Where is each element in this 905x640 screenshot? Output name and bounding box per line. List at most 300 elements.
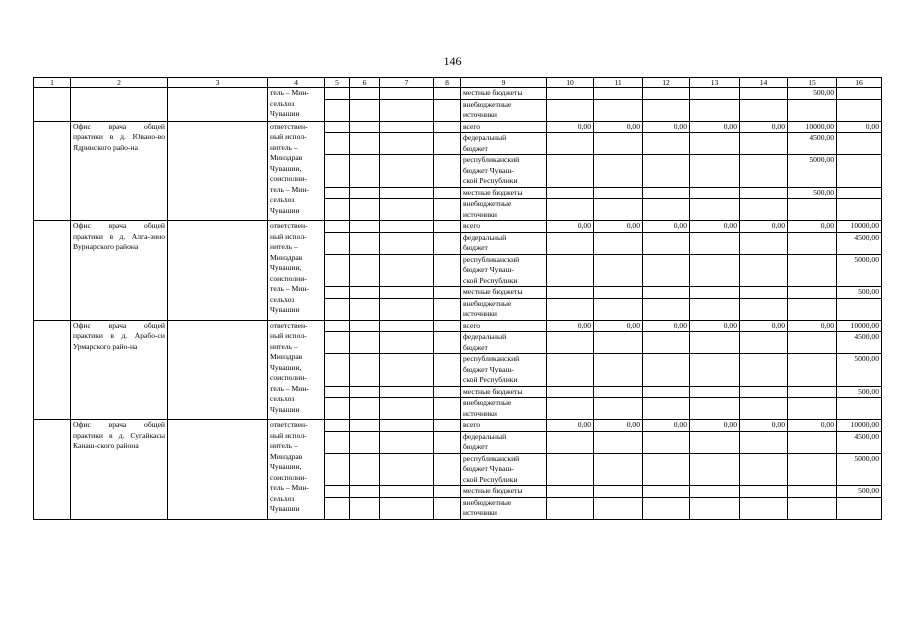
funding-source: республиканский бюджет Чуваш- ской Республики [461, 155, 547, 188]
col-7-cell [380, 320, 434, 332]
amount-c15 [788, 354, 837, 387]
object-name: Офис врача общей практики в д. Алга-зино Вурнарского района [71, 221, 168, 321]
table-row [34, 320, 882, 332]
amount-c11 [594, 486, 643, 498]
object-name [71, 88, 168, 122]
col-8-cell [434, 332, 461, 354]
amount-c14 [740, 298, 788, 320]
col-5-cell [325, 199, 350, 221]
amount-c13 [690, 386, 740, 398]
amount-c16 [837, 298, 882, 320]
amount-c15 [788, 486, 837, 498]
col-8-cell [434, 486, 461, 498]
program-table [33, 77, 882, 520]
column-number-10: 10 [547, 78, 594, 88]
col-8-cell [434, 88, 461, 100]
col-7-cell [380, 497, 434, 519]
col-8-cell [434, 155, 461, 188]
amount-c10: 0,00 [547, 221, 594, 233]
amount-c14 [740, 155, 788, 188]
col-3-cell [168, 121, 268, 221]
amount-c10 [547, 354, 594, 387]
table-row [34, 420, 882, 432]
amount-c12 [643, 88, 690, 100]
amount-c13 [690, 332, 740, 354]
col-8-cell [434, 287, 461, 299]
amount-c11: 0,00 [594, 320, 643, 332]
row-number [34, 420, 71, 520]
amount-c10 [547, 332, 594, 354]
funding-source: местные бюджеты [461, 88, 547, 100]
col-5-cell [325, 121, 350, 133]
funding-source: всего [461, 121, 547, 133]
amount-c13 [690, 88, 740, 100]
amount-c16: 500,00 [837, 287, 882, 299]
col-6-cell [350, 287, 380, 299]
col-6-cell [350, 187, 380, 199]
col-8-cell [434, 187, 461, 199]
col-6-cell [350, 320, 380, 332]
responsible-executor: ответствен- ный испол- нитель – Минздрав Чувашии, соисполни- тель – Мин- сельхоз Чувашии [268, 121, 325, 221]
col-6-cell [350, 133, 380, 155]
col-5-cell [325, 155, 350, 188]
amount-c10 [547, 88, 594, 100]
col-6-cell [350, 155, 380, 188]
amount-c11 [594, 332, 643, 354]
funding-source: местные бюджеты [461, 187, 547, 199]
column-number-1: 1 [34, 78, 71, 88]
col-5-cell [325, 99, 350, 121]
col-6-cell [350, 453, 380, 486]
amount-c16: 4500,00 [837, 431, 882, 453]
amount-c16: 5000,00 [837, 254, 882, 287]
amount-c15 [788, 287, 837, 299]
amount-c14 [740, 187, 788, 199]
col-7-cell [380, 187, 434, 199]
amount-c16: 5000,00 [837, 354, 882, 387]
funding-source: всего [461, 221, 547, 233]
amount-c10 [547, 199, 594, 221]
col-8-cell [434, 232, 461, 254]
col-8-cell [434, 386, 461, 398]
amount-c12 [643, 232, 690, 254]
amount-c15: 500,00 [788, 88, 837, 100]
col-5-cell [325, 420, 350, 432]
amount-c12 [643, 99, 690, 121]
funding-source: внебюджетные источники [461, 99, 547, 121]
amount-c12: 0,00 [643, 221, 690, 233]
amount-c15 [788, 332, 837, 354]
amount-c13 [690, 398, 740, 420]
responsible-executor: ответствен- ный испол- нитель – Минздрав Чувашии, соисполни- тель – Мин- сельхоз Чувашии [268, 420, 325, 520]
col-5-cell [325, 287, 350, 299]
col-8-cell [434, 354, 461, 387]
amount-c12 [643, 254, 690, 287]
col-6-cell [350, 298, 380, 320]
amount-c13 [690, 287, 740, 299]
col-5-cell [325, 298, 350, 320]
col-7-cell [380, 254, 434, 287]
col-7-cell [380, 386, 434, 398]
amount-c15: 0,00 [788, 221, 837, 233]
row-number [34, 121, 71, 221]
col-7-cell [380, 486, 434, 498]
col-6-cell [350, 420, 380, 432]
col-5-cell [325, 386, 350, 398]
amount-c15: 10000,00 [788, 121, 837, 133]
amount-c13 [690, 99, 740, 121]
object-name: Офис врача общей практики в д. Ювано-во Ядринского райо-на [71, 121, 168, 221]
amount-c16 [837, 398, 882, 420]
amount-c14: 0,00 [740, 221, 788, 233]
col-3-cell [168, 221, 268, 321]
amount-c14 [740, 486, 788, 498]
column-number-2: 2 [71, 78, 168, 88]
column-number-16: 16 [837, 78, 882, 88]
amount-c13 [690, 354, 740, 387]
amount-c12: 0,00 [643, 420, 690, 432]
amount-c13 [690, 453, 740, 486]
amount-c13 [690, 199, 740, 221]
amount-c12 [643, 486, 690, 498]
amount-c11 [594, 431, 643, 453]
amount-c13 [690, 187, 740, 199]
amount-c11 [594, 287, 643, 299]
funding-source: республиканский бюджет Чуваш- ской Республики [461, 254, 547, 287]
col-8-cell [434, 298, 461, 320]
amount-c10 [547, 254, 594, 287]
amount-c15: 5000,00 [788, 155, 837, 188]
amount-c10 [547, 431, 594, 453]
amount-c13 [690, 431, 740, 453]
amount-c14: 0,00 [740, 320, 788, 332]
col-3-cell [168, 88, 268, 122]
funding-source: федеральный бюджет [461, 232, 547, 254]
column-number-6: 6 [350, 78, 380, 88]
col-5-cell [325, 486, 350, 498]
amount-c14: 0,00 [740, 420, 788, 432]
amount-c16: 500,00 [837, 386, 882, 398]
funding-source: всего [461, 320, 547, 332]
amount-c11 [594, 497, 643, 519]
funding-source: внебюджетные источники [461, 497, 547, 519]
amount-c15 [788, 453, 837, 486]
responsible-executor: ответствен- ный испол- нитель – Минздрав Чувашии, соисполни- тель – Мин- сельхоз Чувашии [268, 221, 325, 321]
amount-c10 [547, 497, 594, 519]
col-7-cell [380, 121, 434, 133]
amount-c16 [837, 199, 882, 221]
amount-c16: 4500,00 [837, 232, 882, 254]
row-number [34, 88, 71, 122]
column-number-12: 12 [643, 78, 690, 88]
col-7-cell [380, 431, 434, 453]
col-6-cell [350, 332, 380, 354]
amount-c13 [690, 133, 740, 155]
amount-c14: 0,00 [740, 121, 788, 133]
col-8-cell [434, 221, 461, 233]
table-row [34, 221, 882, 233]
amount-c16 [837, 99, 882, 121]
amount-c11 [594, 99, 643, 121]
amount-c16: 500,00 [837, 486, 882, 498]
amount-c14 [740, 199, 788, 221]
amount-c10 [547, 486, 594, 498]
funding-source: федеральный бюджет [461, 133, 547, 155]
table-row [34, 88, 882, 100]
amount-c10 [547, 133, 594, 155]
col-7-cell [380, 420, 434, 432]
column-number-11: 11 [594, 78, 643, 88]
amount-c11 [594, 453, 643, 486]
amount-c11 [594, 398, 643, 420]
amount-c13: 0,00 [690, 420, 740, 432]
col-5-cell [325, 354, 350, 387]
amount-c10: 0,00 [547, 121, 594, 133]
amount-c10: 0,00 [547, 420, 594, 432]
amount-c15 [788, 254, 837, 287]
amount-c11 [594, 199, 643, 221]
amount-c13 [690, 497, 740, 519]
amount-c13: 0,00 [690, 121, 740, 133]
amount-c15 [788, 199, 837, 221]
amount-c14 [740, 386, 788, 398]
col-6-cell [350, 497, 380, 519]
amount-c10 [547, 155, 594, 188]
col-5-cell [325, 431, 350, 453]
col-8-cell [434, 420, 461, 432]
col-6-cell [350, 431, 380, 453]
amount-c10 [547, 287, 594, 299]
column-number-15: 15 [788, 78, 837, 88]
amount-c15 [788, 398, 837, 420]
col-8-cell [434, 133, 461, 155]
amount-c16: 4500,00 [837, 332, 882, 354]
col-6-cell [350, 354, 380, 387]
amount-c13 [690, 155, 740, 188]
col-6-cell [350, 121, 380, 133]
column-number-14: 14 [740, 78, 788, 88]
col-8-cell [434, 398, 461, 420]
amount-c12 [643, 133, 690, 155]
amount-c11 [594, 254, 643, 287]
amount-c15 [788, 431, 837, 453]
col-7-cell [380, 133, 434, 155]
col-6-cell [350, 199, 380, 221]
amount-c10 [547, 453, 594, 486]
col-5-cell [325, 88, 350, 100]
col-7-cell [380, 155, 434, 188]
col-7-cell [380, 99, 434, 121]
col-6-cell [350, 254, 380, 287]
col-8-cell [434, 431, 461, 453]
amount-c15: 0,00 [788, 420, 837, 432]
amount-c11 [594, 232, 643, 254]
amount-c13: 0,00 [690, 221, 740, 233]
col-8-cell [434, 254, 461, 287]
col-6-cell [350, 221, 380, 233]
amount-c14 [740, 431, 788, 453]
amount-c12 [643, 398, 690, 420]
funding-source: федеральный бюджет [461, 431, 547, 453]
col-8-cell [434, 99, 461, 121]
col-7-cell [380, 287, 434, 299]
amount-c15 [788, 232, 837, 254]
col-6-cell [350, 386, 380, 398]
column-number-8: 8 [434, 78, 461, 88]
amount-c15 [788, 497, 837, 519]
amount-c13 [690, 486, 740, 498]
column-number-3: 3 [168, 78, 268, 88]
col-5-cell [325, 221, 350, 233]
amount-c11 [594, 298, 643, 320]
amount-c10 [547, 99, 594, 121]
column-number-13: 13 [690, 78, 740, 88]
amount-c12 [643, 187, 690, 199]
column-number-9: 9 [461, 78, 547, 88]
object-name: Офис врача общей практики в д. Сугайкасы Канаш-ского района [71, 420, 168, 520]
object-name: Офис врача общей практики в д. Арабо-си Урмарского райо-на [71, 320, 168, 420]
amount-c14 [740, 254, 788, 287]
responsible-executor: ответствен- ный испол- нитель – Минздрав Чувашии, соисполни- тель – Мин- сельхоз Чувашии [268, 320, 325, 420]
col-7-cell [380, 232, 434, 254]
amount-c16: 10000,00 [837, 420, 882, 432]
funding-source: республиканский бюджет Чуваш- ской Республики [461, 354, 547, 387]
amount-c12 [643, 431, 690, 453]
amount-c16: 5000,00 [837, 453, 882, 486]
amount-c10: 0,00 [547, 320, 594, 332]
amount-c13: 0,00 [690, 320, 740, 332]
funding-source: федеральный бюджет [461, 332, 547, 354]
amount-c11: 0,00 [594, 420, 643, 432]
col-7-cell [380, 332, 434, 354]
amount-c12 [643, 332, 690, 354]
col-3-cell [168, 320, 268, 420]
col-7-cell [380, 88, 434, 100]
col-5-cell [325, 320, 350, 332]
amount-c11 [594, 354, 643, 387]
amount-c16 [837, 497, 882, 519]
amount-c16: 0,00 [837, 121, 882, 133]
amount-c14 [740, 287, 788, 299]
col-5-cell [325, 254, 350, 287]
col-6-cell [350, 398, 380, 420]
amount-c10 [547, 232, 594, 254]
col-6-cell [350, 486, 380, 498]
amount-c12 [643, 497, 690, 519]
amount-c14 [740, 497, 788, 519]
amount-c10 [547, 187, 594, 199]
amount-c11 [594, 133, 643, 155]
amount-c12 [643, 155, 690, 188]
amount-c16: 10000,00 [837, 320, 882, 332]
amount-c11 [594, 88, 643, 100]
column-number-4: 4 [268, 78, 325, 88]
col-6-cell [350, 232, 380, 254]
amount-c12 [643, 298, 690, 320]
amount-c11: 0,00 [594, 121, 643, 133]
amount-c12 [643, 453, 690, 486]
funding-source: республиканский бюджет Чуваш- ской Республики [461, 453, 547, 486]
col-7-cell [380, 221, 434, 233]
amount-c15: 500,00 [788, 187, 837, 199]
col-5-cell [325, 497, 350, 519]
col-7-cell [380, 453, 434, 486]
amount-c10 [547, 386, 594, 398]
funding-source: всего [461, 420, 547, 432]
amount-c13 [690, 298, 740, 320]
funding-source: местные бюджеты [461, 287, 547, 299]
amount-c14 [740, 232, 788, 254]
col-6-cell [350, 88, 380, 100]
table-row [34, 121, 882, 133]
amount-c16: 10000,00 [837, 221, 882, 233]
col-5-cell [325, 398, 350, 420]
amount-c14 [740, 453, 788, 486]
col-5-cell [325, 133, 350, 155]
amount-c13 [690, 254, 740, 287]
amount-c12 [643, 287, 690, 299]
amount-c14 [740, 354, 788, 387]
col-7-cell [380, 199, 434, 221]
amount-c14 [740, 332, 788, 354]
funding-source: внебюджетные источники [461, 199, 547, 221]
amount-c16 [837, 88, 882, 100]
amount-c15 [788, 386, 837, 398]
amount-c16 [837, 187, 882, 199]
amount-c14 [740, 88, 788, 100]
col-7-cell [380, 298, 434, 320]
amount-c11 [594, 155, 643, 188]
col-3-cell [168, 420, 268, 520]
amount-c12: 0,00 [643, 320, 690, 332]
col-7-cell [380, 354, 434, 387]
col-5-cell [325, 187, 350, 199]
amount-c15 [788, 298, 837, 320]
amount-c12 [643, 199, 690, 221]
amount-c14 [740, 398, 788, 420]
amount-c16 [837, 155, 882, 188]
funding-source: местные бюджеты [461, 386, 547, 398]
page-number: 146 [443, 54, 462, 68]
amount-c14 [740, 99, 788, 121]
amount-c15: 0,00 [788, 320, 837, 332]
funding-source: внебюджетные источники [461, 298, 547, 320]
col-5-cell [325, 232, 350, 254]
amount-c12 [643, 354, 690, 387]
row-number [34, 221, 71, 321]
row-number [34, 320, 71, 420]
amount-c12 [643, 386, 690, 398]
col-5-cell [325, 453, 350, 486]
col-7-cell [380, 398, 434, 420]
amount-c11: 0,00 [594, 221, 643, 233]
amount-c11 [594, 187, 643, 199]
column-number-row [34, 78, 882, 88]
col-8-cell [434, 453, 461, 486]
column-number-7: 7 [380, 78, 434, 88]
amount-c16 [837, 133, 882, 155]
amount-c10 [547, 398, 594, 420]
amount-c14 [740, 133, 788, 155]
column-number-5: 5 [325, 78, 350, 88]
col-8-cell [434, 320, 461, 332]
amount-c13 [690, 232, 740, 254]
amount-c11 [594, 386, 643, 398]
col-6-cell [350, 99, 380, 121]
responsible-executor: тель – Мин- сельхоз Чувашии [268, 88, 325, 122]
amount-c15: 4500,00 [788, 133, 837, 155]
funding-source: внебюджетные источники [461, 398, 547, 420]
